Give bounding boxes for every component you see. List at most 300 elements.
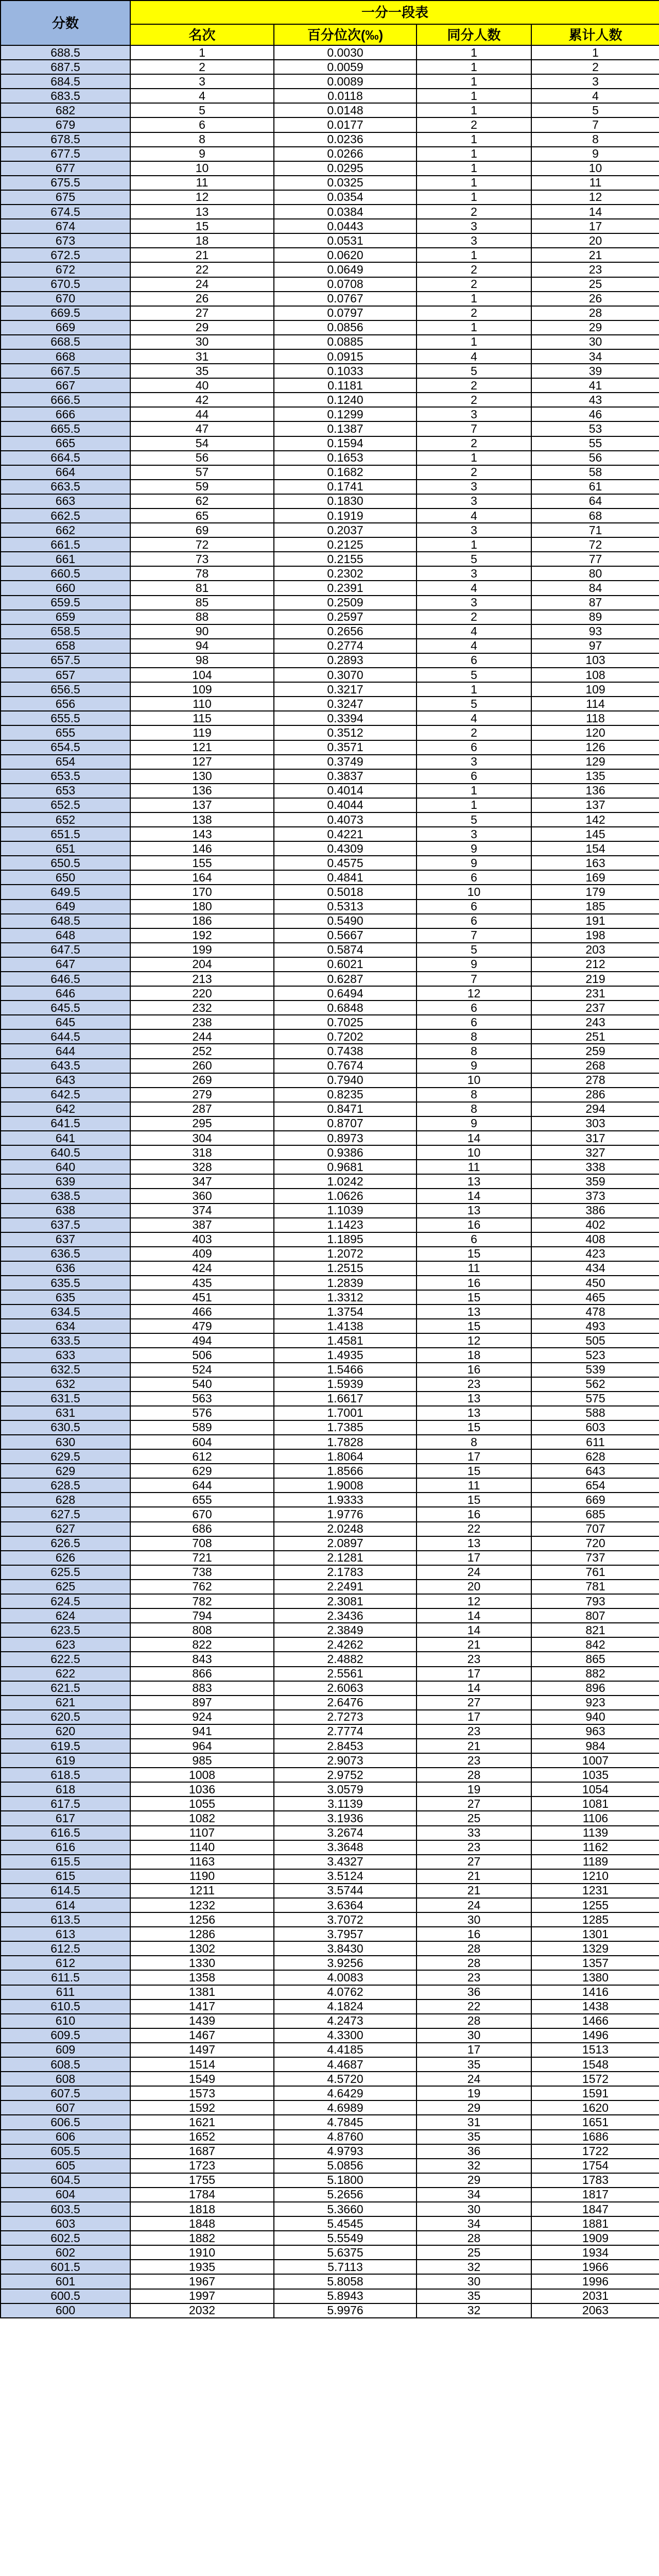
percentile-cell: 0.1830	[274, 494, 417, 509]
table-row	[1, 624, 659, 639]
same-count-cell: 3	[417, 566, 531, 581]
percentile-cell: 3.1139	[274, 1797, 417, 1811]
cumulative-cell: 120	[531, 725, 659, 740]
cumulative-cell: 359	[531, 1174, 659, 1189]
table-row	[1, 161, 659, 176]
score-cell: 603	[1, 2216, 130, 2231]
score-cell: 641.5	[1, 1116, 130, 1131]
table-row	[1, 1247, 659, 1261]
rank-cell: 409	[130, 1247, 274, 1261]
score-cell: 665	[1, 436, 130, 451]
percentile-cell: 0.0148	[274, 103, 417, 117]
score-cell: 634	[1, 1319, 130, 1333]
same-count-cell: 3	[417, 407, 531, 421]
cumulative-cell: 109	[531, 682, 659, 697]
table-row	[1, 2057, 659, 2072]
same-count-cell: 14	[417, 1623, 531, 1637]
cumulative-cell: 108	[531, 668, 659, 682]
same-count-cell: 18	[417, 1348, 531, 1362]
rank-cell: 109	[130, 682, 274, 697]
cumulative-cell: 17	[531, 219, 659, 233]
cumulative-cell: 145	[531, 827, 659, 841]
percentile-cell: 0.8235	[274, 1088, 417, 1102]
table-row	[1, 523, 659, 537]
score-cell: 619	[1, 1753, 130, 1768]
cumulative-cell: 41	[531, 378, 659, 393]
table-row	[1, 1102, 659, 1116]
rank-cell: 2032	[130, 2303, 274, 2318]
table-row	[1, 1652, 659, 1666]
percentile-cell: 2.1281	[274, 1551, 417, 1565]
percentile-cell: 0.8707	[274, 1116, 417, 1131]
percentile-cell: 0.2774	[274, 639, 417, 653]
same-count-cell: 34	[417, 2188, 531, 2202]
percentile-cell: 3.8430	[274, 1941, 417, 1956]
percentile-cell: 0.9386	[274, 1145, 417, 1160]
same-count-cell: 9	[417, 856, 531, 870]
percentile-cell: 0.1682	[274, 465, 417, 480]
percentile-cell: 0.1299	[274, 407, 417, 421]
cumulative-cell: 1996	[531, 2274, 659, 2289]
table-row	[1, 1333, 659, 1348]
table-row	[1, 1044, 659, 1058]
rank-cell: 146	[130, 841, 274, 856]
cumulative-cell: 137	[531, 798, 659, 812]
percentile-cell: 0.3571	[274, 740, 417, 755]
same-count-cell: 2	[417, 436, 531, 451]
percentile-cell: 0.3217	[274, 682, 417, 697]
table-row	[1, 1782, 659, 1797]
same-count-cell: 2	[417, 378, 531, 393]
cumulative-cell: 114	[531, 697, 659, 711]
cumulative-cell: 294	[531, 1102, 659, 1116]
rank-cell: 1232	[130, 1898, 274, 1912]
same-count-cell: 13	[417, 1204, 531, 1218]
same-count-cell: 32	[417, 2260, 531, 2274]
percentile-cell: 0.0266	[274, 147, 417, 161]
score-cell: 636	[1, 1261, 130, 1276]
percentile-cell: 0.0649	[274, 262, 417, 277]
percentile-cell: 5.0856	[274, 2159, 417, 2173]
score-cell: 611	[1, 1985, 130, 1999]
table-row	[1, 1739, 659, 1753]
table-row	[1, 407, 659, 421]
same-count-cell: 1	[417, 784, 531, 798]
same-count-cell: 1	[417, 292, 531, 306]
score-cell: 679	[1, 117, 130, 132]
table-row	[1, 2303, 659, 2318]
score-cell: 611.5	[1, 1970, 130, 1985]
cumulative-cell: 1416	[531, 1985, 659, 1999]
same-count-cell: 1	[417, 103, 531, 117]
table-row	[1, 509, 659, 523]
cumulative-cell: 603	[531, 1420, 659, 1435]
same-count-cell: 1	[417, 335, 531, 349]
percentile-cell: 0.1181	[274, 378, 417, 393]
rank-cell: 78	[130, 566, 274, 581]
cumulative-cell: 1	[531, 45, 659, 60]
same-count-cell: 7	[417, 928, 531, 943]
rank-cell: 808	[130, 1623, 274, 1637]
cumulative-cell: 61	[531, 480, 659, 494]
rank-cell: 328	[130, 1160, 274, 1174]
percentile-cell: 1.1039	[274, 1204, 417, 1218]
table-row	[1, 1522, 659, 1536]
rank-cell: 451	[130, 1290, 274, 1304]
rank-cell: 466	[130, 1304, 274, 1319]
rank-cell: 279	[130, 1088, 274, 1102]
score-cell: 629	[1, 1464, 130, 1478]
cumulative-cell: 5	[531, 103, 659, 117]
rank-cell: 31	[130, 349, 274, 364]
table-row	[1, 1232, 659, 1247]
rank-cell: 44	[130, 407, 274, 421]
score-cell: 633	[1, 1348, 130, 1362]
table-row	[1, 2274, 659, 2289]
same-count-cell: 2	[417, 205, 531, 219]
cumulative-cell: 1231	[531, 1884, 659, 1898]
cumulative-cell: 191	[531, 914, 659, 928]
table-row	[1, 233, 659, 248]
same-count-cell: 5	[417, 943, 531, 957]
table-row	[1, 277, 659, 292]
cumulative-cell: 3	[531, 74, 659, 89]
percentile-cell: 5.6375	[274, 2245, 417, 2260]
score-cell: 610.5	[1, 1999, 130, 2014]
cumulative-cell: 58	[531, 465, 659, 480]
rank-cell: 21	[130, 248, 274, 262]
rank-cell: 1935	[130, 2260, 274, 2274]
percentile-cell: 0.5874	[274, 943, 417, 957]
percentile-cell: 2.0248	[274, 1522, 417, 1536]
percentile-cell: 0.0354	[274, 190, 417, 205]
cumulative-cell: 1162	[531, 1840, 659, 1855]
cumulative-cell: 77	[531, 552, 659, 566]
score-cell: 667.5	[1, 364, 130, 378]
percentile-cell: 0.5018	[274, 885, 417, 899]
table-row	[1, 89, 659, 103]
score-cell: 608	[1, 2072, 130, 2086]
percentile-cell: 4.0083	[274, 1970, 417, 1985]
score-cell: 649	[1, 900, 130, 914]
percentile-cell: 0.1919	[274, 509, 417, 523]
score-cell: 669.5	[1, 306, 130, 320]
score-cell: 605.5	[1, 2144, 130, 2159]
score-cell: 650.5	[1, 856, 130, 870]
percentile-cell: 1.0242	[274, 1174, 417, 1189]
table-row	[1, 349, 659, 364]
cumulative-cell: 685	[531, 1507, 659, 1521]
score-cell: 687.5	[1, 60, 130, 74]
table-row	[1, 943, 659, 957]
rank-cell: 186	[130, 914, 274, 928]
same-count-cell: 21	[417, 1739, 531, 1753]
same-count-cell: 3	[417, 219, 531, 233]
same-count-cell: 9	[417, 841, 531, 856]
cumulative-cell: 103	[531, 653, 659, 668]
percentile-cell: 0.0059	[274, 60, 417, 74]
percentile-cell: 4.0762	[274, 1985, 417, 1999]
same-count-cell: 16	[417, 1927, 531, 1941]
table-row	[1, 1999, 659, 2014]
rank-cell: 1008	[130, 1768, 274, 1782]
rank-cell: 1107	[130, 1826, 274, 1840]
rank-cell: 127	[130, 755, 274, 769]
rank-cell: 143	[130, 827, 274, 841]
rank-cell: 155	[130, 856, 274, 870]
score-cell: 627	[1, 1522, 130, 1536]
same-count-cell: 1	[417, 45, 531, 60]
table-row	[1, 1290, 659, 1304]
score-cell: 620	[1, 1724, 130, 1739]
cumulative-cell: 1513	[531, 2043, 659, 2057]
cumulative-cell: 12	[531, 190, 659, 205]
table-row	[1, 292, 659, 306]
rank-cell: 192	[130, 928, 274, 943]
cumulative-cell: 185	[531, 900, 659, 914]
table-row	[1, 1608, 659, 1623]
score-cell: 664.5	[1, 451, 130, 465]
cumulative-cell: 84	[531, 581, 659, 595]
percentile-cell: 1.6617	[274, 1392, 417, 1406]
percentile-cell: 2.3436	[274, 1608, 417, 1623]
rank-cell: 1082	[130, 1811, 274, 1825]
percentile-cell: 3.5744	[274, 1884, 417, 1898]
cumulative-cell: 1620	[531, 2100, 659, 2115]
cumulative-cell: 1881	[531, 2216, 659, 2231]
cumulative-cell: 278	[531, 1073, 659, 1088]
cumulative-cell: 2	[531, 60, 659, 74]
cumulative-cell: 761	[531, 1565, 659, 1580]
same-count-cell: 8	[417, 1088, 531, 1102]
rank-cell: 130	[130, 769, 274, 784]
rank-cell: 8	[130, 132, 274, 147]
table-row	[1, 364, 659, 378]
percentile-cell: 1.1423	[274, 1218, 417, 1232]
score-cell: 662.5	[1, 509, 130, 523]
score-cell: 629.5	[1, 1449, 130, 1464]
cumulative-cell: 720	[531, 1536, 659, 1551]
percentile-cell: 4.3300	[274, 2028, 417, 2043]
percentile-cell: 1.4935	[274, 1348, 417, 1362]
cumulative-cell: 64	[531, 494, 659, 509]
percentile-cell: 0.1594	[274, 436, 417, 451]
rank-cell: 540	[130, 1377, 274, 1392]
rank-cell: 964	[130, 1739, 274, 1753]
score-cell: 627.5	[1, 1507, 130, 1521]
table-row	[1, 1059, 659, 1073]
table-row	[1, 1623, 659, 1637]
cumulative-cell: 126	[531, 740, 659, 755]
rank-cell: 708	[130, 1536, 274, 1551]
table-row	[1, 1536, 659, 1551]
table-row	[1, 1927, 659, 1941]
table-row	[1, 957, 659, 972]
score-cell: 677.5	[1, 147, 130, 161]
score-cell: 684.5	[1, 74, 130, 89]
score-cell: 651	[1, 841, 130, 856]
table-row	[1, 1493, 659, 1507]
cumulative-cell: 493	[531, 1319, 659, 1333]
same-count-cell: 15	[417, 1464, 531, 1478]
table-row	[1, 74, 659, 89]
same-count-cell: 13	[417, 1406, 531, 1420]
cumulative-cell: 142	[531, 812, 659, 827]
score-cell: 623.5	[1, 1623, 130, 1637]
score-cell: 643	[1, 1073, 130, 1088]
table-row	[1, 1392, 659, 1406]
table-row	[1, 610, 659, 624]
rank-cell: 98	[130, 653, 274, 668]
same-count-cell: 22	[417, 1999, 531, 2014]
cumulative-cell: 1651	[531, 2115, 659, 2129]
table-row	[1, 755, 659, 769]
score-cell: 636.5	[1, 1247, 130, 1261]
same-count-cell: 27	[417, 1696, 531, 1710]
rank-cell: 563	[130, 1392, 274, 1406]
table-row	[1, 436, 659, 451]
cumulative-cell: 923	[531, 1696, 659, 1710]
rank-cell: 1755	[130, 2173, 274, 2188]
score-cell: 645	[1, 1015, 130, 1029]
score-cell: 630.5	[1, 1420, 130, 1435]
table-row	[1, 190, 659, 205]
table-row	[1, 653, 659, 668]
cumulative-cell: 97	[531, 639, 659, 653]
table-row	[1, 1088, 659, 1102]
cumulative-cell: 1329	[531, 1941, 659, 1956]
score-cell: 683.5	[1, 89, 130, 103]
same-count-cell: 27	[417, 1855, 531, 1869]
table-row	[1, 132, 659, 147]
score-cell: 666.5	[1, 393, 130, 407]
cumulative-cell: 237	[531, 1001, 659, 1015]
same-count-cell: 36	[417, 1985, 531, 1999]
cumulative-cell: 423	[531, 1247, 659, 1261]
table-row	[1, 2086, 659, 2100]
cumulative-cell: 89	[531, 610, 659, 624]
rank-cell: 119	[130, 725, 274, 740]
table-row	[1, 2014, 659, 2028]
rank-cell: 11	[130, 176, 274, 190]
rank-cell: 3	[130, 74, 274, 89]
table-row	[1, 2144, 659, 2159]
percentile-cell: 1.9776	[274, 1507, 417, 1521]
table-row	[1, 421, 659, 436]
table-row	[1, 1970, 659, 1985]
cumulative-cell: 1909	[531, 2231, 659, 2245]
rank-cell: 1055	[130, 1797, 274, 1811]
percentile-cell: 0.7674	[274, 1059, 417, 1073]
score-cell: 638	[1, 1204, 130, 1218]
score-cell: 624.5	[1, 1594, 130, 1608]
percentile-cell: 0.0443	[274, 219, 417, 233]
percentile-cell: 0.2597	[274, 610, 417, 624]
same-count-cell: 13	[417, 1392, 531, 1406]
table-row	[1, 1160, 659, 1174]
cumulative-cell: 1301	[531, 1927, 659, 1941]
table-row	[1, 841, 659, 856]
same-count-cell: 5	[417, 697, 531, 711]
percentile-cell: 1.5466	[274, 1363, 417, 1377]
percentile-cell: 1.3312	[274, 1290, 417, 1304]
rank-cell: 1514	[130, 2057, 274, 2072]
percentile-cell: 0.4014	[274, 784, 417, 798]
table-row	[1, 639, 659, 653]
same-count-cell: 2	[417, 277, 531, 292]
table-row	[1, 581, 659, 595]
score-cell: 664	[1, 465, 130, 480]
cumulative-cell: 87	[531, 596, 659, 610]
table-row	[1, 2115, 659, 2129]
percentile-cell: 0.3247	[274, 697, 417, 711]
same-count-cell: 6	[417, 870, 531, 885]
percentile-cell: 4.8760	[274, 2130, 417, 2144]
rank-cell: 24	[130, 277, 274, 292]
cumulative-cell: 1754	[531, 2159, 659, 2173]
table-row	[1, 827, 659, 841]
rank-cell: 220	[130, 986, 274, 1001]
table-row	[1, 219, 659, 233]
same-count-cell: 4	[417, 509, 531, 523]
same-count-cell: 13	[417, 1174, 531, 1189]
table-row	[1, 1724, 659, 1739]
score-cell: 653	[1, 784, 130, 798]
same-count-cell: 1	[417, 147, 531, 161]
cumulative-cell: 386	[531, 1204, 659, 1218]
table-row	[1, 494, 659, 509]
cumulative-cell: 865	[531, 1652, 659, 1666]
score-cell: 670.5	[1, 277, 130, 292]
rank-cell: 883	[130, 1681, 274, 1696]
table-row	[1, 1840, 659, 1855]
cumulative-cell: 1007	[531, 1753, 659, 1768]
score-cell: 661.5	[1, 537, 130, 552]
table-row	[1, 1869, 659, 1884]
rank-cell: 782	[130, 1594, 274, 1608]
same-count-cell: 20	[417, 1580, 531, 1594]
table-row	[1, 451, 659, 465]
same-count-cell: 2	[417, 117, 531, 132]
percentile-cell: 5.1800	[274, 2173, 417, 2188]
score-cell: 670	[1, 292, 130, 306]
same-count-cell: 6	[417, 1015, 531, 1029]
cumulative-cell: 1572	[531, 2072, 659, 2086]
table-row	[1, 1348, 659, 1362]
table-row	[1, 2159, 659, 2173]
same-count-cell: 1	[417, 798, 531, 812]
table-row	[1, 1435, 659, 1449]
table-row	[1, 2216, 659, 2231]
rank-cell: 1997	[130, 2289, 274, 2303]
cumulative-cell: 1189	[531, 1855, 659, 1869]
cumulative-cell: 55	[531, 436, 659, 451]
percentile-cell: 0.0236	[274, 132, 417, 147]
rank-cell: 822	[130, 1637, 274, 1652]
rank-cell: 94	[130, 639, 274, 653]
score-cell: 601	[1, 2274, 130, 2289]
rank-cell: 62	[130, 494, 274, 509]
cumulative-cell: 2031	[531, 2289, 659, 2303]
cumulative-cell: 198	[531, 928, 659, 943]
cumulative-cell: 28	[531, 306, 659, 320]
score-cell: 654	[1, 755, 130, 769]
percentile-cell: 5.7113	[274, 2260, 417, 2274]
percentile-cell: 1.8064	[274, 1449, 417, 1464]
rank-cell: 589	[130, 1420, 274, 1435]
same-count-cell: 24	[417, 2072, 531, 2086]
same-count-cell: 17	[417, 1667, 531, 1681]
